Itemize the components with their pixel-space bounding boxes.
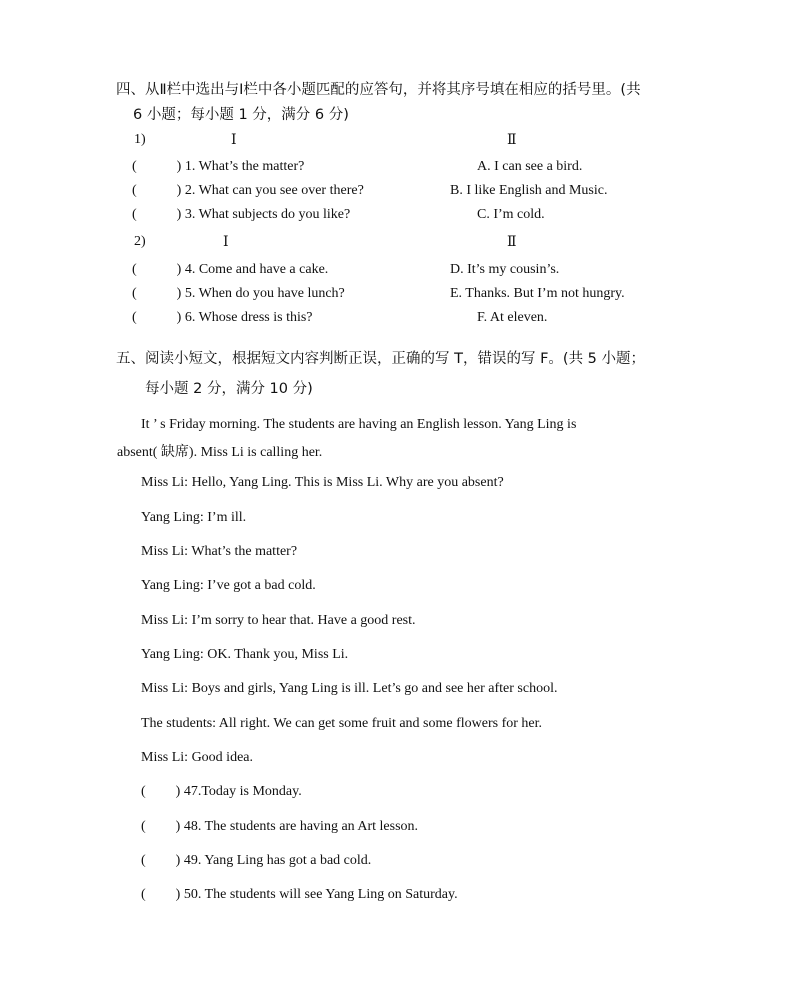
answer-bracket-open: ( [132, 286, 137, 301]
question-text: 6. Whose dress is this? [184, 310, 313, 325]
question-3 [132, 207, 350, 223]
dialogue-line: Miss Li: I’m sorry to hear that. Have a good rest. [141, 613, 416, 628]
answer-bracket-close: ) [175, 853, 181, 868]
option-c: C. I’m cold. [477, 207, 545, 222]
group1-col2-header: Ⅱ [507, 133, 517, 148]
answer-bracket-close: ) [175, 887, 181, 902]
group1-col1-header: Ⅰ [231, 133, 237, 148]
passage-line1: It ’ s Friday morning. The students are having an English lesson. Yang Ling is [141, 417, 577, 432]
question-text: 4. Come and have a cake. [184, 262, 329, 277]
section4-heading-line1: 四、从Ⅱ栏中选出与Ⅰ栏中各小题匹配的应答句，并将其序号填在相应的括号里。(共 [116, 82, 641, 98]
question-5 [132, 286, 345, 302]
passage-line2: absent( 缺席). Miss Li is calling her. [117, 445, 323, 460]
answer-bracket-open: ( [141, 784, 146, 799]
option-a: A. I can see a bird. [477, 159, 583, 174]
answer-bracket-open: ( [141, 887, 146, 902]
question-6 [132, 310, 313, 326]
question-text: 49. Yang Ling has got a bad cold. [183, 853, 372, 868]
question-49 [141, 853, 371, 869]
answer-bracket-close: ) [176, 183, 182, 198]
dialogue-line: Miss Li: Boys and girls, Yang Ling is ill. Let’s go and see her after school. [141, 681, 558, 696]
group2-label: 2) [134, 234, 146, 249]
question-text: 5. When do you have lunch? [184, 286, 345, 301]
answer-bracket-close: ) [176, 159, 182, 174]
option-b: B. I like English and Music. [450, 183, 608, 198]
question-text: 1. What’s the matter? [184, 159, 305, 174]
option-e: E. Thanks. But I’m not hungry. [450, 286, 625, 301]
question-text: 48. The students are having an Art lesson. [183, 819, 419, 834]
question-47 [141, 784, 302, 800]
group2-col2-header: Ⅱ [507, 235, 517, 250]
question-text: 50. The students will see Yang Ling on Saturday. [183, 887, 458, 902]
answer-bracket-close: ) [176, 310, 182, 325]
option-d: D. It’s my cousin’s. [450, 262, 560, 277]
dialogue-line: Miss Li: What’s the matter? [141, 544, 298, 559]
answer-bracket-open: ( [141, 819, 146, 834]
group2-col1-header: Ⅰ [223, 235, 229, 250]
answer-bracket-open: ( [132, 262, 137, 277]
question-4 [132, 262, 328, 278]
answer-bracket-open: ( [132, 159, 137, 174]
answer-bracket-close: ) [175, 784, 181, 799]
dialogue-line: Miss Li: Good idea. [141, 750, 253, 765]
answer-bracket-open: ( [132, 183, 137, 198]
answer-bracket-close: ) [176, 207, 182, 222]
question-text: 2. What can you see over there? [184, 183, 364, 198]
dialogue-line: Yang Ling: I’m ill. [141, 510, 247, 525]
section5-heading-line2: 每小题 2 分，满分 10 分) [145, 381, 313, 397]
group1-label: 1) [134, 132, 146, 147]
question-2 [132, 183, 364, 199]
question-50 [141, 887, 458, 903]
section4-heading-line2: 6 小题；每小题 1 分，满分 6 分) [133, 107, 349, 123]
question-48 [141, 819, 418, 835]
dialogue-line: Yang Ling: OK. Thank you, Miss Li. [141, 647, 349, 662]
answer-bracket-open: ( [132, 310, 137, 325]
answer-bracket-open: ( [141, 853, 146, 868]
dialogue-line: Miss Li: Hello, Yang Ling. This is Miss Li. Why are you absent? [141, 475, 504, 490]
answer-bracket-close: ) [176, 286, 182, 301]
answer-bracket-open: ( [132, 207, 137, 222]
section5-heading-line1: 五、阅读小短文，根据短文内容判断正误，正确的写 T，错误的写 F。(共 5 小题； [116, 351, 646, 367]
question-1 [132, 159, 304, 175]
dialogue-line: Yang Ling: I’ve got a bad cold. [141, 578, 316, 593]
question-text: 47.Today is Monday. [183, 784, 302, 799]
answer-bracket-close: ) [175, 819, 181, 834]
option-f: F. At eleven. [477, 310, 548, 325]
dialogue-line: The students: All right. We can get some fruit and some flowers for her. [141, 716, 543, 731]
question-text: 3. What subjects do you like? [184, 207, 351, 222]
answer-bracket-close: ) [176, 262, 182, 277]
